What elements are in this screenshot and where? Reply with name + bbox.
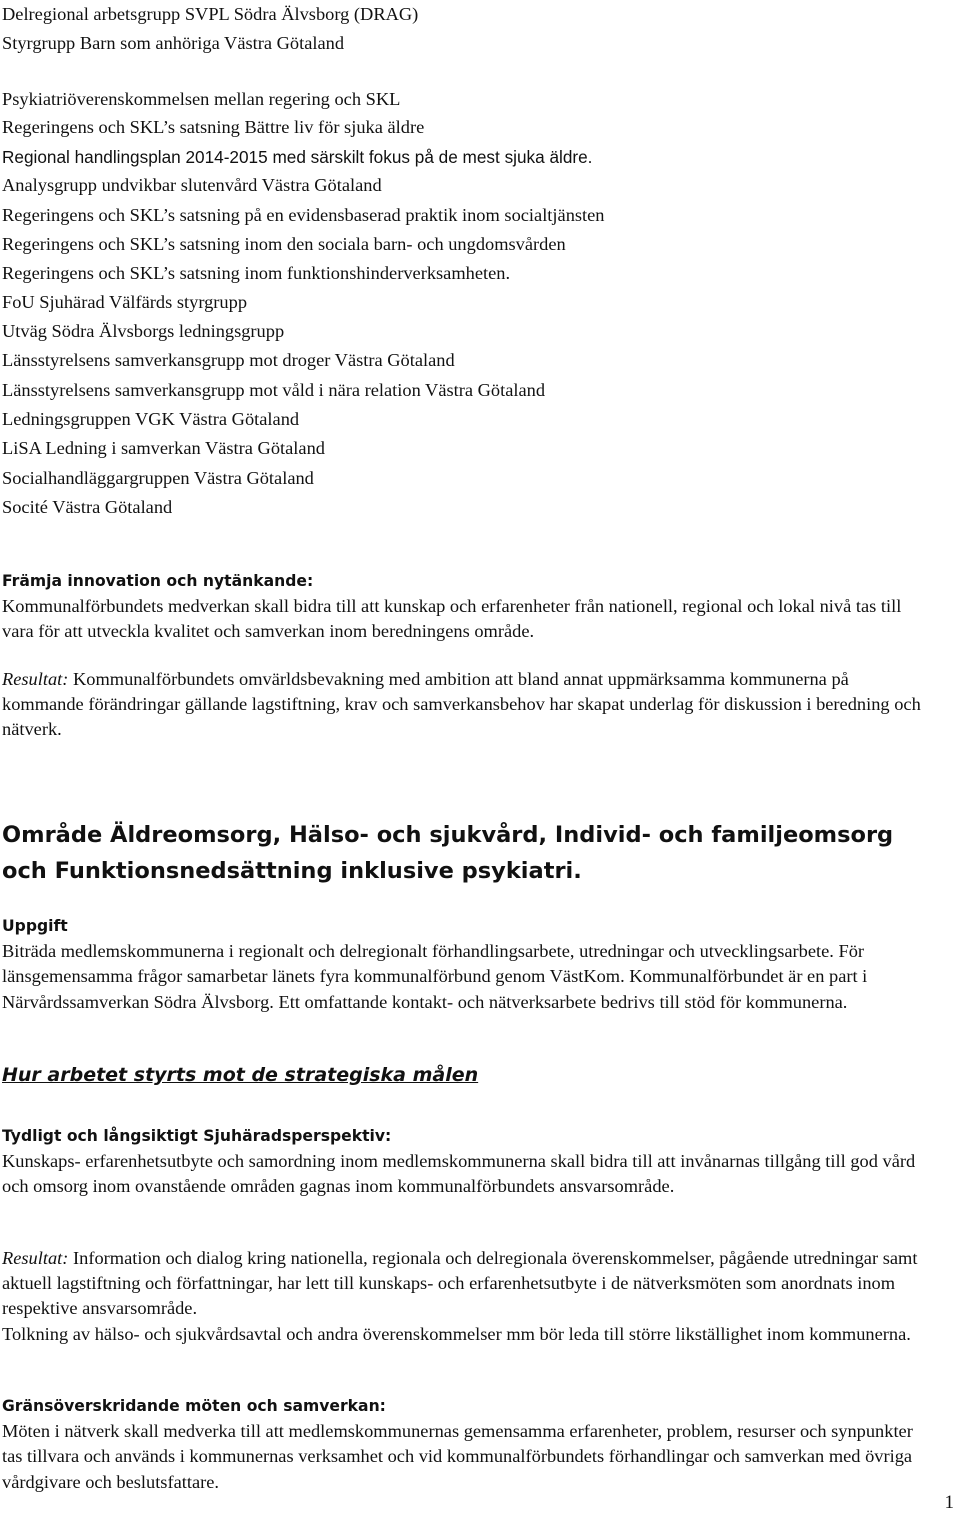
task-text: Biträda medlemskommunerna i regionalt och delregionalt förhandlingsarbete, utredningar och utvecklingsarbete. För länsgemensamma frågor samarbetar länets fyra kommunalförbund genom VästKom. Kommunalförbundet är en part i Närvårdssamverkan Södra Älvsborg. Ett omfattande kontakt- och nätverksarbete bedrivs till stöd för kommunerna. (2, 941, 868, 1012)
list-item: Regeringens och SKL’s satsning på en evidensbaserad praktik inom socialtjänsten (2, 205, 605, 225)
perspective-section (2, 1124, 932, 1200)
crossborder-heading: Gränsöverskridande möten och samverkan: (2, 1397, 386, 1415)
list-item: Regeringens och SKL’s satsning inom funktionshinderverksamheten. (2, 263, 511, 283)
list-item: Ledningsgruppen VGK Västra Götaland (2, 409, 300, 429)
crossborder-section (2, 1394, 932, 1495)
list-item: Länsstyrelsens samverkansgrupp mot droger Västra Götaland (2, 350, 455, 370)
list-item: Regeringens och SKL’s satsning inom den sociala barn- och ungdomsvården (2, 234, 566, 254)
area-heading: Område Äldreomsorg, Hälso- och sjukvård, Individ- och familjeomsorg och Funktionsnedsättning inklusive psykiatri. (2, 822, 894, 884)
page-number: 1 (944, 1492, 954, 1513)
list-item: LiSA Ledning i samverkan Västra Götaland (2, 438, 325, 458)
innovation-text: Kommunalförbundets medverkan skall bidra till att kunskap och erfarenheter från nationell, regional och lokal nivå tas till vara för att utveckla kvalitet och samverkan inom beredningens område. (2, 596, 902, 642)
list-item: Länsstyrelsens samverkansgrupp mot våld i nära relation Västra Götaland (2, 380, 546, 400)
perspective-extra-text: Tolkning av hälso- och sjukvårdsavtal och andra överenskommelser mm bör leda till större likställighet inom kommunerna. (2, 1323, 911, 1344)
perspective-text: Kunskaps- erfarenhetsutbyte och samordning inom medlemskommunerna skall bidra till att invånarnas tillgång till god vård och omsorg inom ovanstående områden gagnas inom kommunalförbundets ansvarsområde. (2, 1151, 916, 1197)
perspective-heading: Tydligt och långsiktigt Sjuhäradsperspektiv: (2, 1127, 392, 1145)
innovation-result (2, 667, 932, 743)
result-text: Information och dialog kring nationella, regionala och delregionala överenskommelser, pågående utredningar samt aktuell lagstiftning och författningar, har lett till kunskaps- och erfarenhetsutbyte i de nätverksmöten som anordnats inom respektive ansvarsområde. (2, 1248, 918, 1319)
task-heading: Uppgift (2, 917, 68, 935)
list-item: Regional handlingsplan 2014-2015 med särskilt fokus på de mest sjuka äldre. (2, 147, 593, 167)
result-label: Resultat: (2, 669, 69, 689)
list-item: Styrgrupp Barn som anhöriga Västra Götaland (2, 33, 345, 53)
list-item: Psykiatriöverenskommelsen mellan regering och SKL (2, 89, 401, 109)
list-item: Utväg Södra Älvsborgs ledningsgrupp (2, 321, 285, 341)
list-item: Socialhandläggargruppen Västra Götaland (2, 468, 314, 488)
strategy-heading: Hur arbetet styrts mot de strategiska målen (2, 1064, 479, 1086)
innovation-heading: Främja innovation och nytänkande: (2, 572, 314, 590)
result-text: Kommunalförbundets omvärldsbevakning med ambition att bland annat uppmärksamma kommunerna på kommande förändringar gällande lagstiftning, krav och samverkansbehov har skapat underlag för diskussion i beredning och nätverk. (2, 669, 921, 740)
list-item: Analysgrupp undvikbar slutenvård Västra Götaland (2, 175, 382, 195)
list-item: Socité Västra Götaland (2, 497, 173, 517)
list-item: Delregional arbetsgrupp SVPL Södra Älvsborg (DRAG) (2, 4, 419, 24)
task-section (2, 914, 932, 1015)
list-item: FoU Sjuhärad Välfärds styrgrupp (2, 292, 248, 312)
list-item: Regeringens och SKL’s satsning Bättre liv för sjuka äldre (2, 117, 425, 137)
result-label: Resultat: (2, 1248, 69, 1268)
innovation-section (2, 569, 932, 645)
crossborder-text: Möten i nätverk skall medverka till att medlemskommunernas gemensamma erfarenheter, problem, resurser och synpunkter tas tillvara och används i kommunernas verksamhet och vid kommunalförbundets förhandlingar och samverkan med övriga vårdgivare och beslutsfattare. (2, 1421, 913, 1492)
perspective-result (2, 1246, 932, 1347)
